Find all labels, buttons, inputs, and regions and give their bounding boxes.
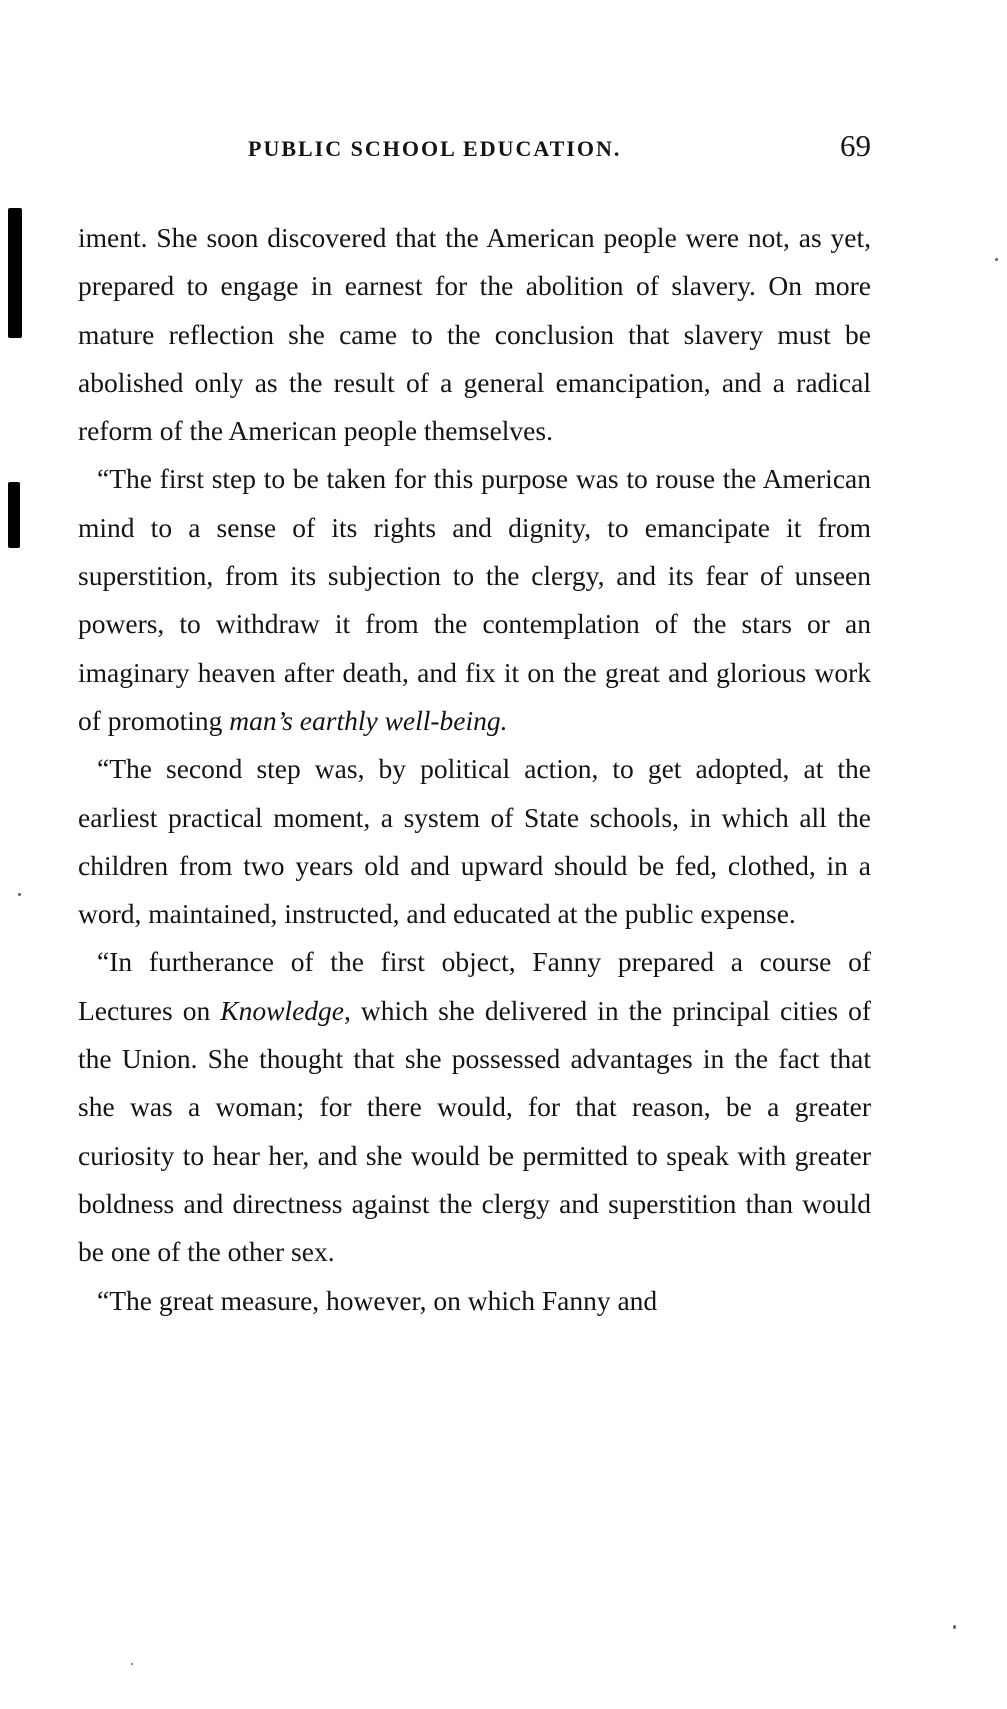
paragraph-4-italic: Knowledge	[220, 994, 344, 1026]
scan-ink-mark-lower	[8, 482, 20, 548]
paragraph-2-text: “The first step to be taken for this purpose was to rouse the American mind to a sense of its rights and dignity, to emancipate it from superstition, from its subjection to the clergy, and its fear of unseen powers, to withdraw it from the contemplation of the stars or an imaginary heaven after death, and fix it on the great and glorious work of promoting	[78, 463, 871, 736]
scan-speck	[18, 893, 21, 896]
paragraph-4-text-a: “In furtherance of the first object, Fanny prepared a course of Lectures on	[78, 946, 871, 1026]
running-head	[78, 128, 871, 168]
paragraph-1: iment. She soon discovered that the American people were not, as yet, prepared to engage in earnest for the abolition of slavery. On more mature reflection she came to the conclusion that slavery must be abolished only as the result of a general emancipation, and a radical reform of the American people themselves.	[78, 222, 871, 447]
paragraph-3: “The second step was, by political action, to get adopted, at the earliest practical moment, a system of State schools, in which all the children from two years old and upward should be fed, clothed, in a word, maintained, instructed, and educated at the public expense.	[78, 753, 871, 930]
page-number: 69	[840, 128, 871, 163]
paragraph-2-italic: man’s earthly well-being.	[229, 704, 508, 736]
paragraph-5: “The great measure, however, on which Fanny and	[97, 1284, 658, 1316]
scan-speck	[953, 1625, 956, 1629]
scan-speck	[131, 1663, 133, 1665]
scan-ink-mark-upper	[8, 208, 22, 338]
scan-speck	[995, 258, 998, 261]
body-text	[78, 214, 871, 1325]
running-title: PUBLIC SCHOOL EDUCATION.	[248, 136, 622, 161]
paragraph-2	[78, 455, 871, 745]
paragraph-4-text-b: , which she delivered in the principal cities of the Union. She thought that she possessed advantages in the fact that she was a woman; for there would, for that reason, be a greater curiosity to hear her, and she would be permitted to speak with greater boldness and directness against the clergy and superstition than would be one of the other sex.	[78, 994, 872, 1268]
paragraph-4	[78, 938, 871, 1276]
